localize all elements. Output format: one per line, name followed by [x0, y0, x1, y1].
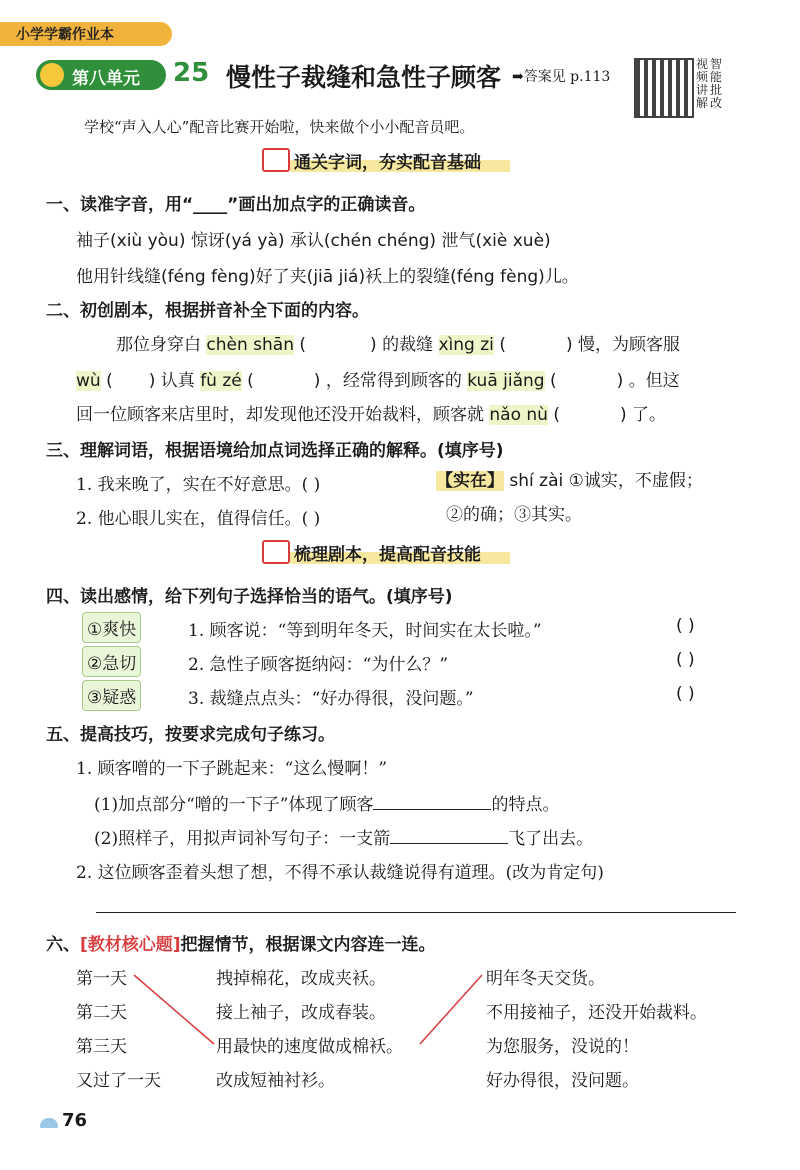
- section-banner-2: 梳理剧本，提高配音技能: [262, 538, 522, 568]
- q5-sentence2: 2. 这位顾客歪着头想了想，不得不承认裁缝说得有道理。(改为肯定句): [76, 863, 604, 883]
- match-line: [420, 975, 482, 1044]
- intro-text: 学校“声入人心”配音比赛开始啦，快来做个小小配音员吧。: [84, 118, 475, 136]
- q5-sub1: (1)加点部分“噌的一下子”体现了顾客 的特点。: [94, 795, 560, 815]
- qr-caption-2: 智 能 批 改: [710, 57, 723, 110]
- q5-heading: 五、提高技巧，按要求完成句子练习。: [46, 725, 335, 745]
- wave-icon: [40, 1118, 58, 1128]
- book-title: 小学学霸作业本: [16, 27, 114, 43]
- q2-line3: 回一位顾客来店里时，却发现他还没开始裁料，顾客就 nǎo nù ( ) 了。: [76, 405, 667, 425]
- pinyin: xìng zi: [438, 335, 494, 355]
- q5-sentence1: 1. 顾客噌的一下子跳起来：“这么慢啊！”: [76, 759, 388, 779]
- q1-line2: 他用针线缝(féng fèng)好了夹(jiā jiá)袄上的裂缝(féng fèng)儿。: [76, 267, 579, 287]
- answer-paren[interactable]: ( ): [676, 616, 695, 636]
- q3-definition-2: ②的确；③其实。: [446, 505, 582, 525]
- q2-line1: 那位身穿白 chèn shān ( ) 的裁缝 xìng zi ( ) 慢，为顾客服: [116, 335, 680, 355]
- q2-heading: 二、初创剧本，根据拼音补全下面的内容。: [46, 301, 369, 321]
- pinyin: kuā jiǎng: [467, 371, 545, 391]
- answer-paren[interactable]: ( ): [676, 684, 695, 704]
- unit-label: 第八单元: [72, 69, 140, 89]
- pinyin: chèn shān: [206, 335, 294, 355]
- match-line: [134, 975, 214, 1044]
- q6-quote[interactable]: 不用接袖子，还没开始裁料。: [486, 1003, 707, 1023]
- lesson-number: 25: [173, 58, 210, 88]
- tone-option: ①爽快: [82, 612, 141, 643]
- lesson-title: 慢性子裁缝和急性子顾客: [226, 63, 502, 92]
- q6-action[interactable]: 改成短袖衬衫。: [216, 1071, 335, 1091]
- q4-item: 2. 急性子顾客挺纳闷：“为什么？”: [188, 655, 449, 675]
- q3-heading: 三、理解词语，根据语境给加点词选择正确的解释。(填序号): [46, 441, 504, 461]
- q3-definition: 【实在】 shí zài ①诚实，不虚假；: [436, 471, 703, 491]
- pinyin: nǎo nù: [489, 405, 548, 425]
- tone-option: ③疑惑: [82, 680, 141, 711]
- q6-day[interactable]: 又过了一天: [76, 1071, 161, 1091]
- section-banner-1: 通关字词，夯实配音基础: [262, 146, 522, 176]
- q4-item: 3. 裁缝点点头：“好办得很，没问题。”: [188, 689, 474, 709]
- q1-heading: 一、读准字音，用“____”画出加点字的正确读音。: [46, 195, 426, 215]
- q3-item2[interactable]: 2. 他心眼儿实在，值得信任。( ): [76, 509, 321, 529]
- q6-day[interactable]: 第二天: [76, 1003, 127, 1023]
- answer-paren[interactable]: ( ): [676, 650, 695, 670]
- q4-heading: 四、读出感情，给下列句子选择恰当的语气。(填序号): [46, 587, 453, 607]
- q6-action[interactable]: 接上袖子，改成春装。: [216, 1003, 386, 1023]
- q6-quote[interactable]: 好办得很，没问题。: [486, 1071, 639, 1091]
- q6-action[interactable]: 拽掉棉花，改成夹袄。: [216, 969, 386, 989]
- q1-line1: 袖子(xiù yòu) 惊讶(yá yà) 承认(chén chéng) 泄气(xiè xuè): [76, 231, 551, 251]
- core-tag: [教材核心题]: [80, 935, 181, 955]
- tone-option: ②急切: [82, 646, 141, 677]
- q6-day[interactable]: 第三天: [76, 1037, 127, 1057]
- q6-day[interactable]: 第一天: [76, 969, 127, 989]
- q6-action[interactable]: 用最快的速度做成棉袄。: [216, 1037, 403, 1057]
- qr-caption: 视 频 讲 解: [696, 57, 709, 110]
- q6-quote[interactable]: 为您服务，没说的！: [486, 1037, 639, 1057]
- q6-heading: 六、[教材核心题]把握情节，根据课文内容连一连。: [46, 935, 436, 955]
- answer-reference: ➡答案见 p.113: [512, 69, 611, 85]
- q3-item1[interactable]: 1. 我来晚了，实在不好意思。( ): [76, 475, 321, 495]
- q6-quote[interactable]: 明年冬天交货。: [486, 969, 605, 989]
- pinyin: fù zé: [200, 371, 242, 391]
- q5-sub2: (2)照样子，用拟声词补写句子：一支箭 飞了出去。: [94, 829, 594, 849]
- q2-line2: wù ( ) 认真 fù zé ( ) ，经常得到顾客的 kuā jiǎng ( ) 。但这: [76, 371, 680, 391]
- q4-item: 1. 顾客说：“等到明年冬天，时间实在太长啦。”: [188, 621, 542, 641]
- page-number: 76: [62, 1110, 88, 1131]
- pinyin: wù: [76, 371, 101, 391]
